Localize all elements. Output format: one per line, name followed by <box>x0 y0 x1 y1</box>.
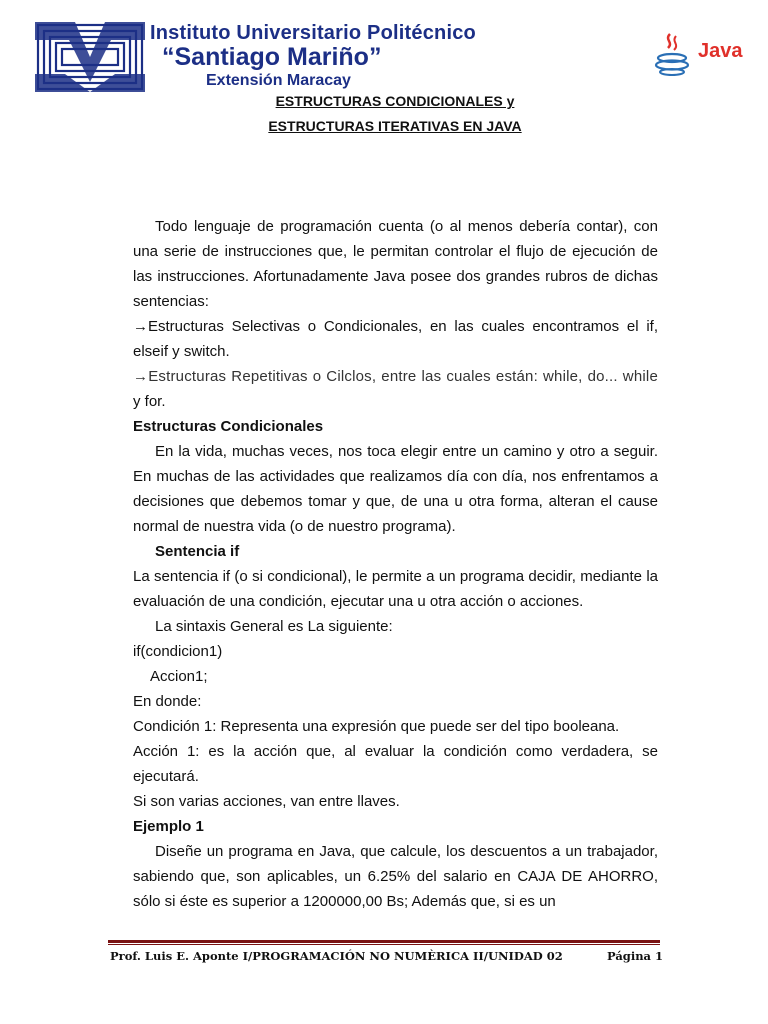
document-header <box>0 0 768 100</box>
institution-line-3: Extensión Maracay <box>206 72 351 89</box>
document-body <box>133 214 658 914</box>
code-line-2: Accion1; <box>150 668 208 685</box>
title-line-2: ESTRUCTURAS ITERATIVAS EN JAVA <box>268 118 522 134</box>
institution-logo-icon <box>35 22 145 92</box>
example-paragraph: Diseñe un programa en Java, que calcule, los descuentos a un trabajador, sabiendo que, son aplicables, un 6.25% del salario en CAJA DE AHORRO, sólo si éste es superior a 1200000,00 Bs; Además que, si es un <box>133 843 658 910</box>
bullet-repetitive-structures-end: y for. <box>133 393 166 410</box>
bullet-repetitive-structures: →Estructuras Repetitivas o Cilclos, entre las cuales están: while, do... while <box>133 368 658 385</box>
footer-rule <box>108 940 660 943</box>
heading-conditional-structures: Estructuras Condicionales <box>133 418 324 435</box>
institution-line-2: “Santiago Mariño” <box>162 43 382 71</box>
if-paragraph: La sentencia if (o si condicional), le permite a un programa decidir, mediante la evaluación de una condición, ejecutar una u otra acción o acciones. <box>133 568 658 610</box>
footer-author-course: Prof. Luis E. Aponte I/PROGRAMACIÓN NO NUMÈRICA II/UNIDAD 02 <box>110 949 563 963</box>
footer-rule-thin <box>108 944 660 945</box>
java-logo-text: Java <box>698 40 743 62</box>
heading-example-1: Ejemplo 1 <box>133 818 204 835</box>
condition-description: Condición 1: Representa una expresión que puede ser del tipo booleana. <box>133 718 620 735</box>
code-line-1: if(condicion1) <box>133 643 223 660</box>
intro-paragraph: Todo lenguaje de programación cuenta (o al menos debería contar), con una serie de instrucciones que, le permitan controlar el flujo de ejecución de las instrucciones. Afortunadamente Java posee dos grandes rubros de dichas sentencias: <box>133 218 658 310</box>
bullet-conditional-structures: →Estructuras Selectivas o Condicionales, en las cuales encontramos el if, elseif y switch. <box>133 318 658 360</box>
title-line-1: ESTRUCTURAS CONDICIONALES y <box>275 93 515 109</box>
syntax-intro: La sintaxis General es La siguiente: <box>155 618 393 635</box>
where-label: En donde: <box>133 693 202 710</box>
heading-if-statement: Sentencia if <box>155 543 240 560</box>
braces-note: Si son varias acciones, van entre llaves. <box>133 793 400 810</box>
footer-page-number: Página 1 <box>607 949 664 963</box>
action-description: Acción 1: es la acción que, al evaluar la condición como verdadera, se ejecutará. <box>133 743 658 785</box>
institution-line-1: Instituto Universitario Politécnico <box>150 22 476 44</box>
conditional-paragraph: En la vida, muchas veces, nos toca elegir entre un camino y otro a seguir. En muchas de las actividades que realizamos día con día, nos enfrentamos a decisiones que debemos tomar y que, de una u otra forma, alteran el cause normal de nuestra vida (o de nuestro programa). <box>133 443 658 535</box>
